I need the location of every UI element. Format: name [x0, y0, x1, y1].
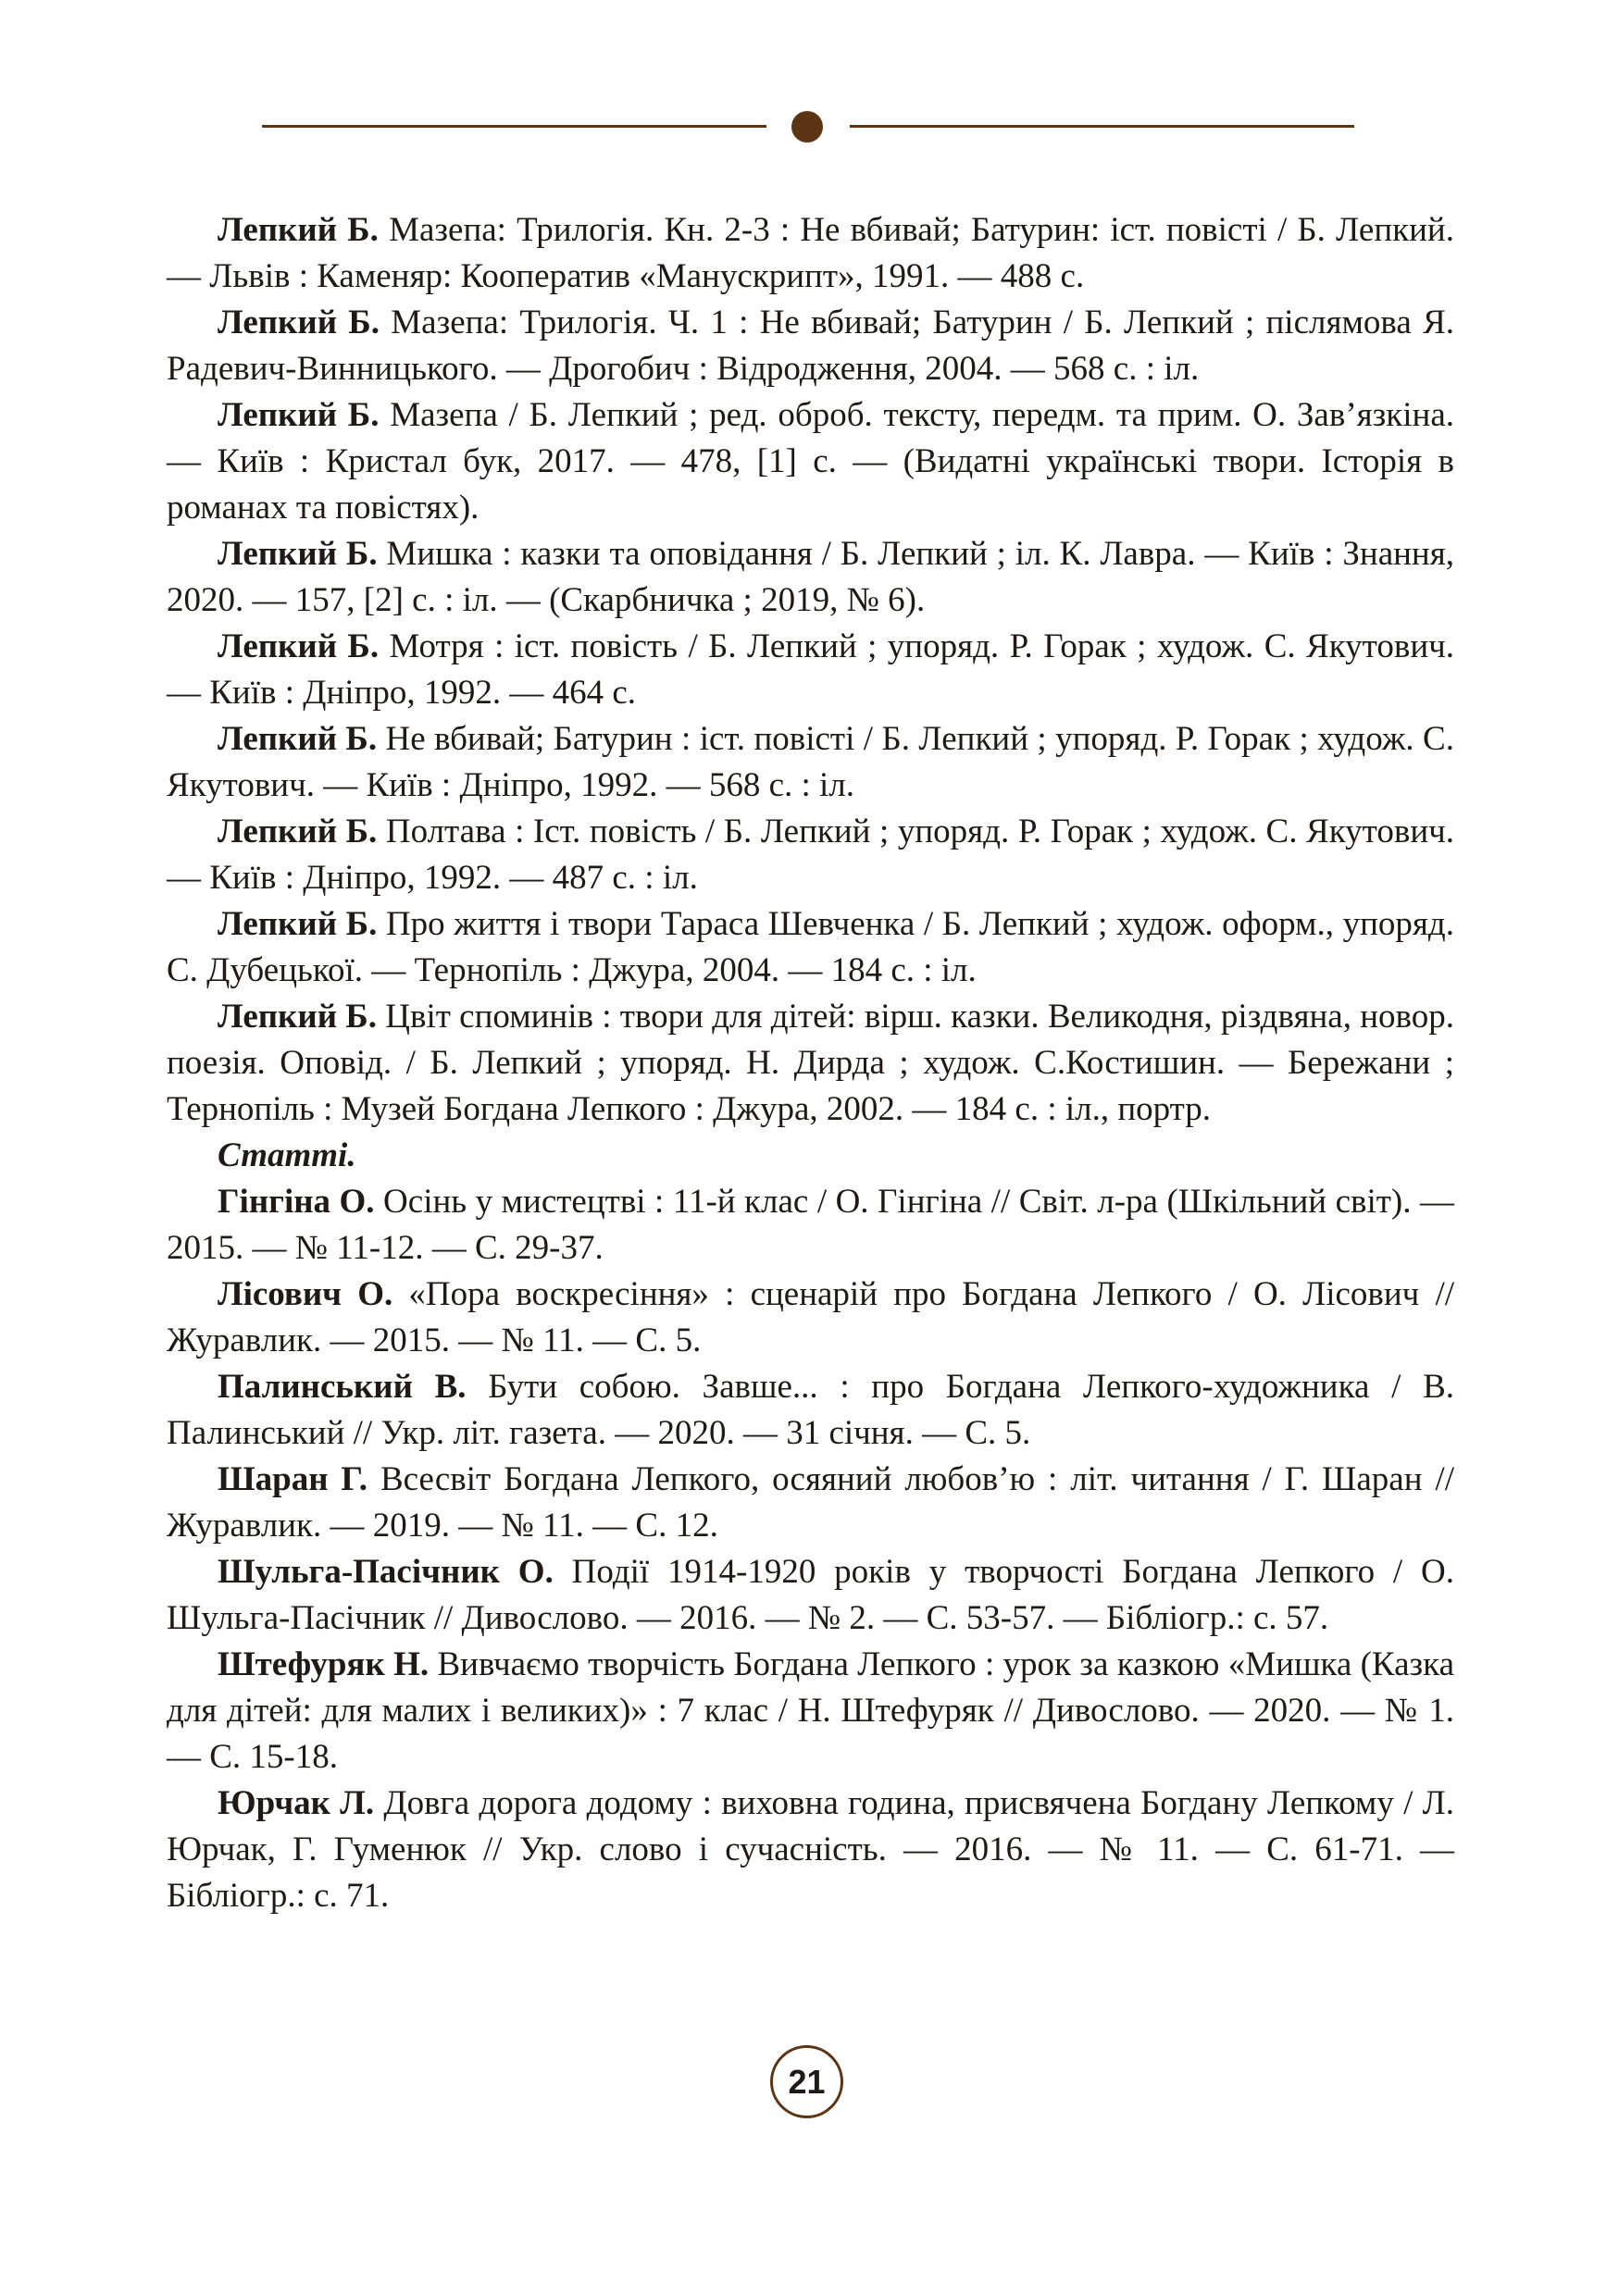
entry-text: Події 1914-1920 років у творчості Богдана Лепкого / О. Шульга-Пасічник // Дивослово. — 2016. — № 2. — С. 53-57. — Бібліогр.: с. 57.: [167, 1553, 1454, 1637]
entry-text: Мазепа / Б. Лепкий ; ред. оброб. тексту, передм. та прим. О. Зав’язкіна. — Київ : Кристал бук, 2017. — 478, [1] с. — (Видатні українські твори. Історія в романах та повістях).: [167, 396, 1454, 527]
article-entry: [167, 1179, 1454, 1272]
entry-text: Цвіт споминів : твори для дітей: вірш. казки. Великодня, різдвяна, новор. поезія. Оповід. / Б. Лепкий ; упоряд. Н. Дирда ; худож. С.Костишин. — Бережани ; Тернопіль : Музей Богдана Лепкого : Джура, 2002. — 184 с. : іл., портр.: [167, 998, 1454, 1128]
ornament-line-right: [850, 125, 1354, 128]
entry-author: Лепкий Б.: [218, 211, 379, 249]
book-entry: [167, 624, 1454, 716]
entry-text: Полтава : Іст. повість / Б. Лепкий ; упоряд. Р. Горак ; худож. С. Якутович. — Київ : Дніпро, 1992. — 487 с. : іл.: [167, 813, 1454, 897]
book-entry: [167, 716, 1454, 809]
ornament-dot: [791, 111, 823, 143]
entry-author: Палинський В.: [218, 1368, 467, 1406]
book-entry: [167, 300, 1454, 392]
article-entry: [167, 1457, 1454, 1549]
entry-text: Довга дорога додому : виховна година, присвячена Богдану Лепкому / Л. Юрчак, Г. Гуменюк // Укр. слово і сучасність. — 2016. — № 11. — С. 61-71. — Бібліогр.: с. 71.: [167, 1784, 1454, 1915]
entry-text: Всесвіт Богдана Лепкого, осяяний любов’ю : літ. читання / Г. Шаран // Журавлик. — 2019. — № 11. — С. 12.: [167, 1460, 1454, 1545]
entry-text: Про життя і твори Тараса Шевченка / Б. Лепкий ; худож. оформ., упоряд. С. Дубецької. — Тернопіль : Джура, 2004. — 184 с. : іл.: [167, 905, 1454, 989]
entry-author: Шульга-Пасічник О.: [218, 1553, 554, 1591]
article-entry: [167, 1781, 1454, 1919]
ornament-line-left: [262, 125, 766, 128]
article-entry: [167, 1642, 1454, 1781]
entry-author: Лепкий Б.: [218, 304, 380, 341]
entry-text: Осінь у мистецтві : 11-й клас / О. Гінгіна // Світ. л-ра (Шкільний світ). — 2015. — № 11-12. — С. 29-37.: [167, 1183, 1454, 1267]
book-entry: [167, 901, 1454, 994]
entry-author: Лепкий Б.: [218, 998, 377, 1036]
article-entry: [167, 1364, 1454, 1457]
entry-text: «Пора воскресіння» : сценарій про Богдана Лепкого / О. Лісович // Журавлик. — 2015. — № 11. — С. 5.: [167, 1275, 1455, 1359]
entry-author: Гінгіна О.: [218, 1183, 375, 1221]
entry-text: Мазепа: Трилогія. Ч. 1 : Не вбивай; Батурин / Б. Лепкий ; післямова Я. Радевич-Винницького. — Дрогобич : Відродження, 2004. — 568 с. : іл.: [167, 304, 1454, 388]
entry-text: Мишка : казки та оповідання / Б. Лепкий ; іл. К. Лавра. — Київ : Знання, 2020. — 157, [2] с. : іл. — (Скарбничка ; 2019, № 6).: [167, 535, 1454, 619]
entry-author: Штефуряк Н.: [218, 1645, 430, 1683]
entry-author: Шаран Г.: [218, 1460, 368, 1498]
entry-author: Лепкий Б.: [218, 396, 380, 434]
entry-text: Мотря : іст. повість / Б. Лепкий ; упоряд. Р. Горак ; худож. С. Якутович. — Київ : Дніпро, 1992. — 464 с.: [167, 627, 1454, 712]
entry-author: Лепкий Б.: [218, 905, 378, 943]
entry-text: Вивчаємо творчість Богдана Лепкого : урок за казкою «Мишка (Казка для дітей: для малих і великих)» : 7 клас / Н. Штефуряк // Дивослово. — 2020. — № 1. — С. 15-18.: [167, 1645, 1454, 1776]
bibliography-list: [167, 207, 1454, 1919]
entry-author: Лепкий Б.: [218, 813, 378, 850]
section-title-articles: Статті.: [218, 1136, 356, 1174]
article-entry: [167, 1549, 1454, 1642]
book-entry: [167, 994, 1454, 1133]
entry-author: Лепкий Б.: [218, 535, 378, 573]
article-entry: [167, 1272, 1454, 1364]
page-number: 21: [770, 2045, 843, 2118]
entry-text: Не вбивай; Батурин : іст. повісті / Б. Лепкий ; упоряд. Р. Горак ; худож. С. Якутович. — Київ : Дніпро, 1992. — 568 с. : іл.: [167, 720, 1454, 804]
entry-text: Мазепа: Трилогія. Кн. 2-3 : Не вбивай; Батурин: іст. повісті / Б. Лепкий. — Львів : Каменяр: Кооператив «Манускрипт», 1991. — 488 с.: [167, 211, 1454, 295]
entry-author: Лепкий Б.: [218, 720, 378, 758]
entry-text: Бути собою. Завше... : про Богдана Лепкого-художника / В. Палинський // Укр. літ. газета. — 2020. — 31 січня. — С. 5.: [167, 1368, 1454, 1452]
book-entry: [167, 531, 1454, 624]
book-entry: [167, 392, 1454, 531]
entry-author: Юрчак Л.: [218, 1784, 375, 1822]
entry-author: Лепкий Б.: [218, 627, 380, 665]
book-entry: [167, 809, 1454, 901]
entry-author: Лісович О.: [218, 1275, 393, 1313]
book-entry: [167, 207, 1454, 300]
header-ornament: [262, 107, 1354, 144]
